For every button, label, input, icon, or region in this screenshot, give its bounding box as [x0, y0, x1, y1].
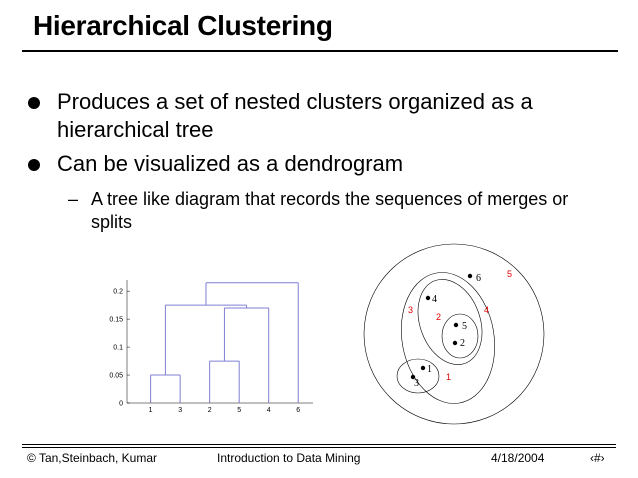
- cluster-ellipse-4: [407, 270, 493, 373]
- y-tick-label: 0.1: [113, 344, 123, 352]
- x-tick-label: 5: [237, 407, 242, 414]
- point-dot: [454, 323, 458, 327]
- cluster-ellipse-2: [442, 314, 478, 358]
- cluster-label-1: 1: [446, 372, 452, 382]
- sub-bullet-text: A tree like diagram that records the sequences of merges or splits: [91, 189, 569, 232]
- point-dot: [421, 366, 425, 370]
- cluster-label-4: 4: [484, 305, 490, 315]
- x-tick-label: 1: [148, 407, 153, 414]
- bullet-2-text: Can be visualized as a dendrogram: [57, 151, 404, 176]
- y-tick-label: 0: [119, 400, 123, 408]
- point-label-5: 5: [462, 321, 467, 332]
- cluster-label-2: 2: [436, 312, 442, 322]
- cluster-label-3: 3: [408, 305, 414, 315]
- point-dot: [426, 296, 430, 300]
- point-label-2: 2: [460, 338, 465, 349]
- footer-divider: [22, 447, 616, 448]
- cluster-label-5: 5: [507, 269, 513, 279]
- point-label-6: 6: [476, 273, 481, 284]
- cluster-circle-5: [364, 244, 544, 424]
- footer-copyright: © Tan,Steinbach, Kumar: [27, 451, 158, 465]
- slide-title: Hierarchical Clustering: [33, 10, 333, 41]
- x-tick-label: 6: [296, 407, 301, 414]
- footer-date: 4/18/2004: [491, 451, 545, 465]
- point-dot: [453, 341, 457, 345]
- footer-course-title: Introduction to Data Mining: [217, 451, 361, 465]
- point-label-4: 4: [432, 294, 437, 305]
- x-tick-label: 4: [266, 407, 271, 414]
- y-tick-label: 0.05: [109, 372, 123, 380]
- footer-divider-top: [22, 444, 616, 445]
- bullet-1-text: Produces a set of nested clusters organized as a hierarchical tree: [57, 89, 533, 142]
- cluster-ellipse-3: [391, 265, 505, 411]
- x-tick-label: 2: [207, 407, 212, 414]
- y-tick-label: 0.2: [113, 288, 123, 296]
- point-label-3: 3: [414, 378, 419, 389]
- point-dot: [468, 274, 472, 278]
- footer-page-number: ‹#›: [590, 451, 605, 465]
- x-tick-label: 3: [178, 407, 183, 414]
- point-label-1: 1: [427, 364, 432, 375]
- dash-marker: –: [68, 189, 79, 209]
- y-tick-label: 0.15: [109, 316, 123, 324]
